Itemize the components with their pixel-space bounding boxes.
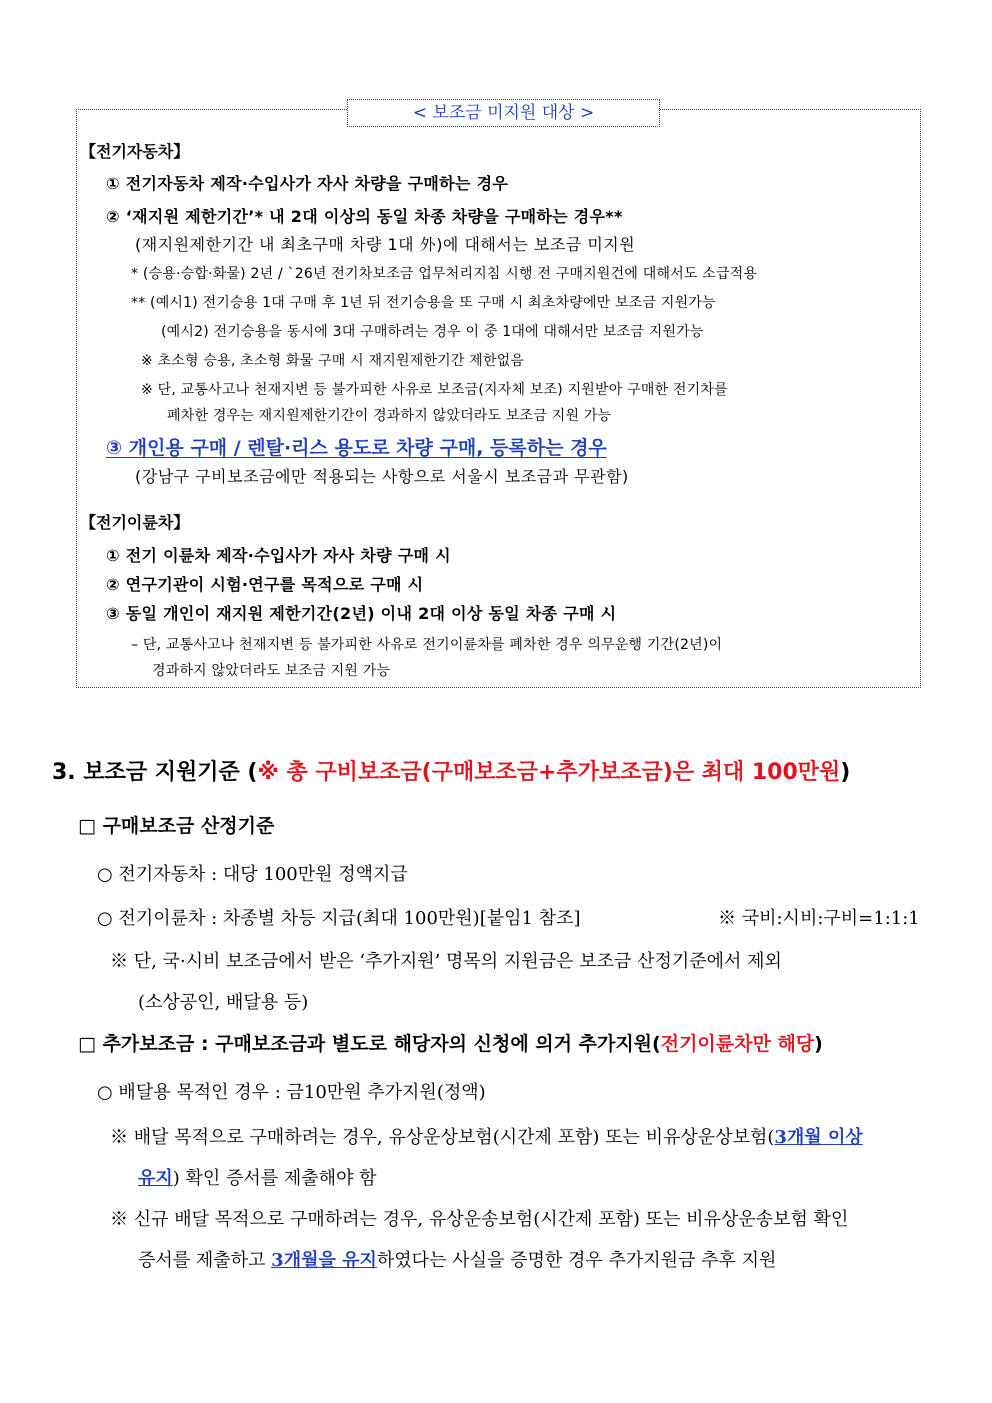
section-3-title-prefix: 3. 보조금 지원기준 ( (52, 760, 258, 785)
note-1b-highlight: 유지 (138, 1168, 173, 1189)
purchase-etw: ○ 전기이륜차 : 차종별 차등 지급(최대 100만원)[붙임1 참조] (97, 908, 581, 929)
ev-note-microcar: ※ 초소형 승용, 초소형 화물 구매 시 재지원제한기간 제한없음 (141, 353, 525, 369)
additional-note-1a (110, 1123, 863, 1149)
additional-heading-note: 전기이륜차만 해당 (660, 1033, 815, 1055)
additional-heading-suffix: ) (814, 1033, 823, 1055)
ev-note-accident-b: 폐차한 경우는 재지원제한기간이 경과하지 않았더라도 보조금 지원 가능 (167, 408, 612, 424)
ev-note-accident-a: ※ 단, 교통사고나 천재지변 등 불가피한 사유로 보조금(지자체 보조) 지원받아 구매한 전기차를 (141, 382, 728, 398)
etw-note-b: 경과하지 않았더라도 보조금 지원 가능 (152, 663, 391, 679)
ev-heading: 【전기자동차】 (80, 142, 190, 161)
note-2b-pre: 증서를 제출하고 (138, 1250, 272, 1271)
note-2b-post: 하였다는 사실을 증명한 경우 추가지원금 추후 지원 (376, 1250, 777, 1271)
additional-delivery: ○ 배달용 목적인 경우 : 금10만원 추가지원(정액) (97, 1082, 486, 1103)
section-3-title-suffix: ) (840, 760, 851, 785)
purchase-subsidy-heading: □ 구매보조금 산정기준 (78, 815, 275, 837)
note-1a-highlight: 3개월 이상 (774, 1127, 863, 1148)
note-1a-text: ※ 배달 목적으로 구매하려는 경우, 유상운상보험(시간제 포함) 또는 비유상운상보험( (110, 1127, 775, 1148)
purchase-ratio: ※ 국비:시비:구비=1:1:1 (718, 908, 920, 929)
note-1b-text: ) 확인 증서를 제출해야 함 (172, 1168, 377, 1189)
box-title: < 보조금 미지원 대상 > (347, 99, 660, 127)
etw-item-2: ② 연구기관이 시험·연구를 목적으로 구매 시 (106, 575, 424, 594)
ev-item-2-sub: (재지원제한기간 내 최초구매 차량 1대 外)에 대해서는 보조금 미지원 (135, 235, 636, 254)
additional-note-2a: ※ 신규 배달 목적으로 구매하려는 경우, 유상운송보험(시간제 포함) 또는 비유상운송보험 확인 (110, 1209, 849, 1230)
section-3-title (52, 755, 850, 786)
purchase-ev: ○ 전기자동차 : 대당 100만원 정액지급 (97, 864, 408, 885)
additional-heading-text: □ 추가보조금 : 구매보조금과 별도로 해당자의 신청에 의거 추가지원( (78, 1033, 661, 1055)
ev-note-star: * (승용·승합·화물) 2년 / `26년 전기차보조금 업무처리지침 시행 전 구매지원건에 대해서도 소급적용 (131, 266, 758, 282)
additional-subsidy-heading (78, 1029, 823, 1056)
purchase-note-a: ※ 단, 국·시비 보조금에서 받은 ‘추가지원’ 명목의 지원금은 보조금 산정기준에서 제외 (110, 951, 782, 972)
note-2b-highlight: 3개월을 유지 (271, 1250, 377, 1271)
etw-note-a: – 단, 교통사고나 천재지변 등 불가피한 사유로 전기이륜차를 폐차한 경우 의무운행 기간(2년)이 (131, 637, 723, 653)
ev-item-3-sub: (강남구 구비보조금에만 적용되는 사항으로 서울시 보조금과 무관함) (135, 467, 629, 486)
etw-item-3: ③ 동일 개인이 재지원 제한기간(2년) 이내 2대 이상 동일 차종 구매 시 (106, 604, 617, 623)
ev-item-1: ① 전기자동차 제작·수입사가 자사 차량을 구매하는 경우 (106, 174, 509, 193)
additional-note-2b (138, 1246, 776, 1272)
section-3-title-note: ※ 총 구비보조금(구매보조금+추가보조금)은 최대 100만원 (257, 760, 841, 785)
ev-note-example-1: ** (예시1) 전기승용 1대 구매 후 1년 뒤 전기승용을 또 구매 시 최초차량에만 보조금 지원가능 (131, 295, 716, 311)
ev-item-2: ② ‘재지원 제한기간’* 내 2대 이상의 동일 차종 차량을 구매하는 경우** (106, 207, 623, 226)
additional-note-1b (138, 1164, 377, 1190)
ev-note-example-2: (예시2) 전기승용을 동시에 3대 구매하려는 경우 이 중 1대에 대해서만 보조금 지원가능 (161, 324, 704, 340)
etw-item-1: ① 전기 이륜차 제작·수입사가 자사 차량 구매 시 (106, 546, 451, 565)
purchase-note-b: (소상공인, 배달용 등) (138, 992, 309, 1013)
ev-item-3: ③ 개인용 구매 / 렌탈·리스 용도로 차량 구매, 등록하는 경우 (106, 437, 607, 459)
etw-heading: 【전기이륜차】 (80, 513, 190, 532)
